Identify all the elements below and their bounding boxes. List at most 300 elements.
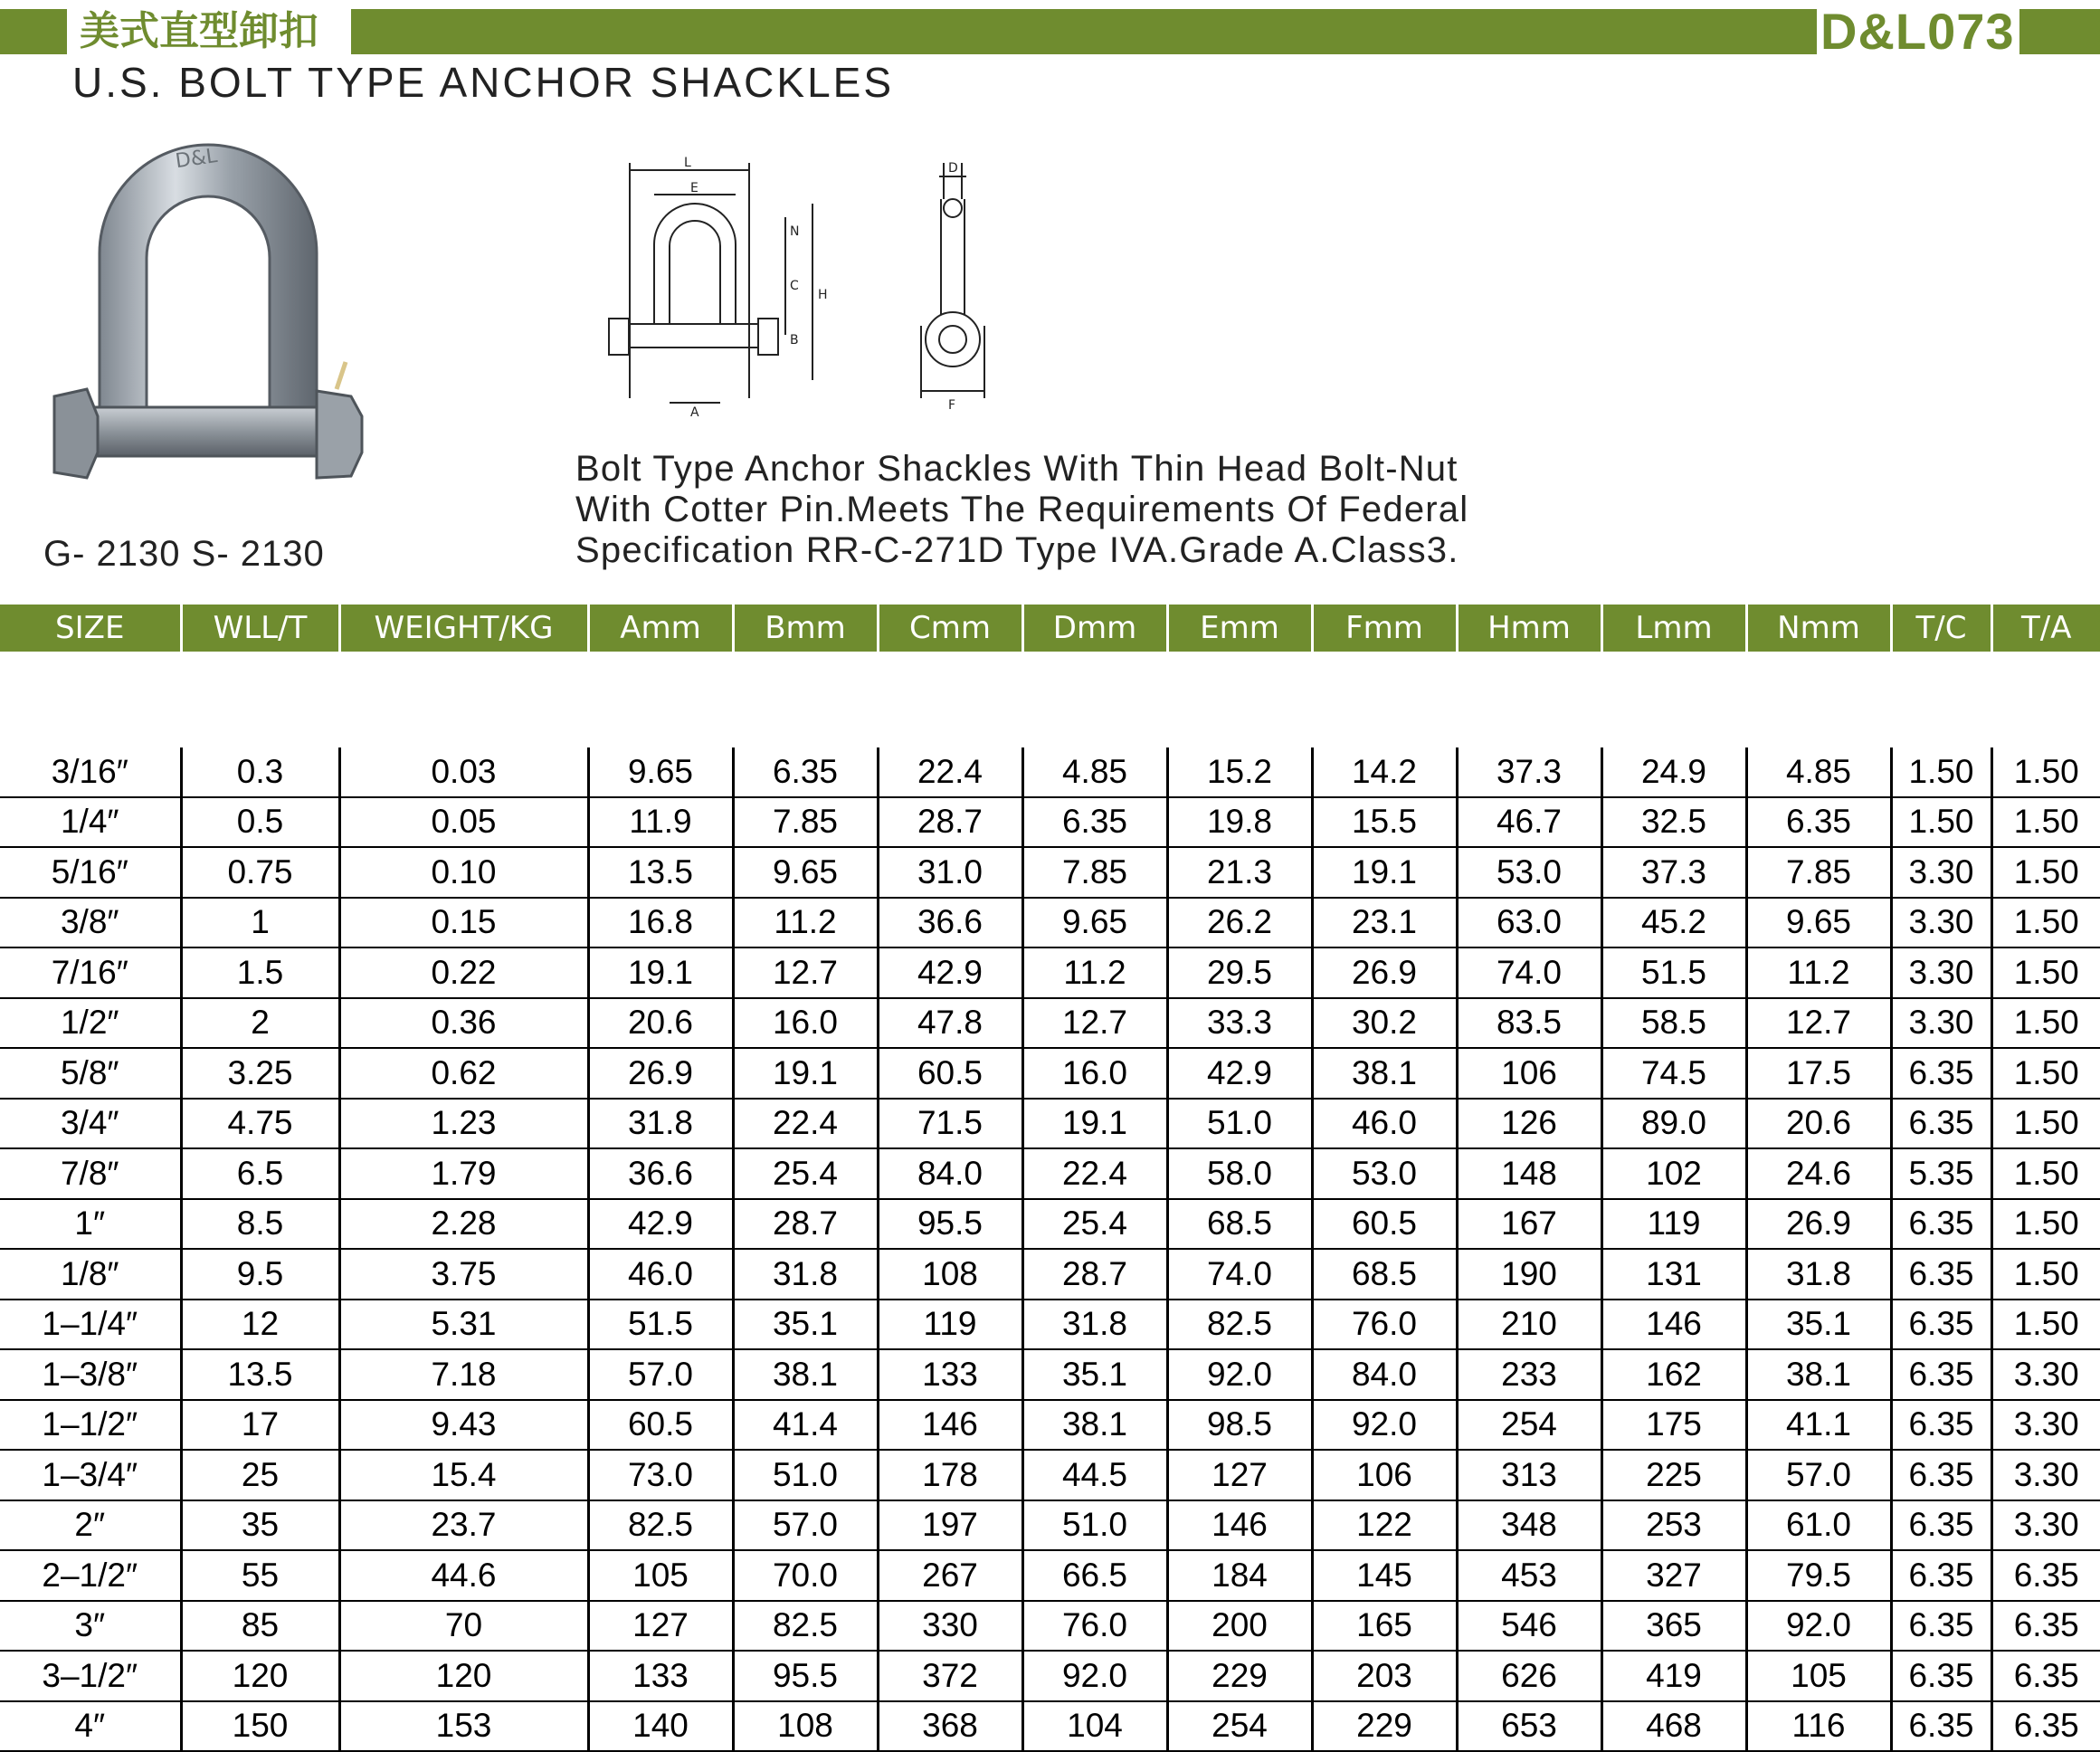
value-cell: 58.5: [1601, 998, 1746, 1049]
description-line: With Cotter Pin.Meets The Requirements Of Federal: [575, 490, 1469, 529]
value-cell: 60.5: [588, 1400, 733, 1451]
value-cell: 116: [1746, 1701, 1891, 1752]
column-header: Lmm: [1601, 605, 1746, 652]
value-cell: 84.0: [878, 1148, 1022, 1199]
value-cell: 15.4: [339, 1450, 588, 1500]
value-cell: 225: [1601, 1450, 1746, 1500]
value-cell: 46.7: [1457, 797, 1601, 848]
value-cell: 57.0: [1746, 1450, 1891, 1500]
value-cell: 92.0: [1312, 1400, 1457, 1451]
value-cell: 29.5: [1167, 947, 1312, 998]
table-header-row: [0, 605, 2100, 652]
value-cell: 0.5: [181, 797, 339, 848]
value-cell: 55: [181, 1550, 339, 1601]
value-cell: 92.0: [1022, 1651, 1167, 1701]
spec-table: [0, 605, 2100, 1752]
value-cell: 36.6: [588, 1148, 733, 1199]
value-cell: 85: [181, 1601, 339, 1652]
table-row: [0, 1349, 2100, 1400]
diagram-label-l: L: [684, 156, 691, 170]
value-cell: 31.8: [1746, 1249, 1891, 1300]
value-cell: 19.1: [733, 1048, 878, 1099]
value-cell: 3.30: [1891, 947, 1991, 998]
value-cell: 51.5: [588, 1300, 733, 1350]
value-cell: 368: [878, 1701, 1022, 1752]
table-row: [0, 1500, 2100, 1551]
value-cell: 184: [1167, 1550, 1312, 1601]
value-cell: 468: [1601, 1701, 1746, 1752]
value-cell: 6.35: [1891, 1601, 1991, 1652]
table-row: [0, 947, 2100, 998]
value-cell: 92.0: [1167, 1349, 1312, 1400]
product-code: D&L073: [1820, 3, 2015, 60]
shackle-photo: [45, 118, 371, 516]
value-cell: 21.3: [1167, 847, 1312, 898]
value-cell: 229: [1312, 1701, 1457, 1752]
diagram-label-d: D: [948, 161, 958, 176]
value-cell: 3.30: [1991, 1400, 2100, 1451]
value-cell: 31.8: [1022, 1300, 1167, 1350]
size-cell: 1–3/4″: [0, 1450, 181, 1500]
size-cell: 3/4″: [0, 1099, 181, 1149]
value-cell: 7.85: [1022, 847, 1167, 898]
value-cell: 30.2: [1312, 998, 1457, 1049]
value-cell: 0.22: [339, 947, 588, 998]
value-cell: 210: [1457, 1300, 1601, 1350]
size-cell: 2″: [0, 1500, 181, 1551]
table-row: [0, 1199, 2100, 1250]
size-cell: 3″: [0, 1601, 181, 1652]
value-cell: 68.5: [1312, 1249, 1457, 1300]
value-cell: 105: [1746, 1651, 1891, 1701]
value-cell: 200: [1167, 1601, 1312, 1652]
product-description: [575, 449, 1752, 571]
value-cell: 83.5: [1457, 998, 1601, 1049]
model-number: G- 2130 S- 2130: [43, 534, 325, 574]
table-row: [0, 1601, 2100, 1652]
value-cell: 45.2: [1601, 898, 1746, 948]
value-cell: 11.2: [733, 898, 878, 948]
value-cell: 31.8: [588, 1099, 733, 1149]
size-cell: 1″: [0, 1199, 181, 1250]
value-cell: 60.5: [878, 1048, 1022, 1099]
value-cell: 0.62: [339, 1048, 588, 1099]
value-cell: 37.3: [1601, 847, 1746, 898]
value-cell: 140: [588, 1701, 733, 1752]
spec-table-wrapper: [0, 605, 2100, 1752]
diagram-label-n: N: [790, 224, 800, 239]
value-cell: 17: [181, 1400, 339, 1451]
value-cell: 35: [181, 1500, 339, 1551]
value-cell: 98.5: [1167, 1400, 1312, 1451]
diagram-label-e: E: [690, 181, 698, 195]
value-cell: 3.30: [1991, 1349, 2100, 1400]
value-cell: 6.35: [1891, 1099, 1991, 1149]
value-cell: 58.0: [1167, 1148, 1312, 1199]
value-cell: 63.0: [1457, 898, 1601, 948]
value-cell: 1.50: [1991, 1300, 2100, 1350]
value-cell: 1.23: [339, 1099, 588, 1149]
value-cell: 22.4: [878, 747, 1022, 797]
value-cell: 119: [1601, 1199, 1746, 1250]
value-cell: 167: [1457, 1199, 1601, 1250]
column-header: WEIGHT/KG: [339, 605, 588, 652]
value-cell: 131: [1601, 1249, 1746, 1300]
value-cell: 1.79: [339, 1148, 588, 1199]
table-row: [0, 1148, 2100, 1199]
size-cell: 7/8″: [0, 1148, 181, 1199]
value-cell: 35.1: [1746, 1300, 1891, 1350]
value-cell: 60.5: [1312, 1199, 1457, 1250]
value-cell: 6.35: [1891, 1400, 1991, 1451]
value-cell: 313: [1457, 1450, 1601, 1500]
value-cell: 6.35: [1891, 1550, 1991, 1601]
value-cell: 453: [1457, 1550, 1601, 1601]
value-cell: 89.0: [1601, 1099, 1746, 1149]
table-row: [0, 998, 2100, 1049]
value-cell: 146: [878, 1400, 1022, 1451]
value-cell: 26.9: [1312, 947, 1457, 998]
value-cell: 70.0: [733, 1550, 878, 1601]
value-cell: 53.0: [1312, 1148, 1457, 1199]
value-cell: 12.7: [733, 947, 878, 998]
value-cell: 1.50: [1991, 1249, 2100, 1300]
value-cell: 24.9: [1601, 747, 1746, 797]
description-line: Bolt Type Anchor Shackles With Thin Head Bolt-Nut: [575, 449, 1459, 489]
column-header: Bmm: [733, 605, 878, 652]
value-cell: 74.0: [1457, 947, 1601, 998]
value-cell: 11.9: [588, 797, 733, 848]
value-cell: 148: [1457, 1148, 1601, 1199]
value-cell: 3.30: [1991, 1500, 2100, 1551]
value-cell: 38.1: [1312, 1048, 1457, 1099]
value-cell: 190: [1457, 1249, 1601, 1300]
column-header: SIZE: [0, 605, 181, 652]
value-cell: 1.50: [1891, 747, 1991, 797]
size-cell: 1/8″: [0, 1249, 181, 1300]
value-cell: 327: [1601, 1550, 1746, 1601]
value-cell: 74.5: [1601, 1048, 1746, 1099]
value-cell: 25.4: [733, 1148, 878, 1199]
value-cell: 233: [1457, 1349, 1601, 1400]
value-cell: 1.50: [1991, 1048, 2100, 1099]
english-title: U.S. BOLT TYPE ANCHOR SHACKLES: [72, 59, 895, 106]
value-cell: 76.0: [1022, 1601, 1167, 1652]
value-cell: 17.5: [1746, 1048, 1891, 1099]
value-cell: 175: [1601, 1400, 1746, 1451]
value-cell: 127: [1167, 1450, 1312, 1500]
value-cell: 105: [588, 1550, 733, 1601]
value-cell: 31.8: [733, 1249, 878, 1300]
size-cell: 1–1/4″: [0, 1300, 181, 1350]
value-cell: 126: [1457, 1099, 1601, 1149]
value-cell: 37.3: [1457, 747, 1601, 797]
value-cell: 626: [1457, 1651, 1601, 1701]
size-cell: 3/16″: [0, 747, 181, 797]
table-row: [0, 847, 2100, 898]
value-cell: 68.5: [1167, 1199, 1312, 1250]
value-cell: 9.65: [733, 847, 878, 898]
value-cell: 57.0: [733, 1500, 878, 1551]
value-cell: 1.50: [1991, 898, 2100, 948]
value-cell: 106: [1457, 1048, 1601, 1099]
size-cell: 5/8″: [0, 1048, 181, 1099]
table-row: [0, 1701, 2100, 1752]
value-cell: 653: [1457, 1701, 1601, 1752]
value-cell: 33.3: [1167, 998, 1312, 1049]
diagram-label-a: A: [690, 405, 699, 420]
value-cell: 127: [588, 1601, 733, 1652]
value-cell: 6.35: [1891, 1500, 1991, 1551]
value-cell: 0.3: [181, 747, 339, 797]
value-cell: 6.35: [1991, 1701, 2100, 1752]
value-cell: 41.1: [1746, 1400, 1891, 1451]
value-cell: 4.85: [1746, 747, 1891, 797]
size-cell: 1–3/8″: [0, 1349, 181, 1400]
value-cell: 13.5: [588, 847, 733, 898]
value-cell: 42.9: [588, 1199, 733, 1250]
value-cell: 36.6: [878, 898, 1022, 948]
value-cell: 26.9: [588, 1048, 733, 1099]
size-cell: 7/16″: [0, 947, 181, 998]
value-cell: 28.7: [878, 797, 1022, 848]
column-header: Hmm: [1457, 605, 1601, 652]
value-cell: 108: [878, 1249, 1022, 1300]
value-cell: 6.5: [181, 1148, 339, 1199]
value-cell: 1.50: [1991, 1148, 2100, 1199]
value-cell: 5.35: [1891, 1148, 1991, 1199]
value-cell: 38.1: [1746, 1349, 1891, 1400]
table-row: [0, 1099, 2100, 1149]
value-cell: 9.65: [588, 747, 733, 797]
size-cell: 1–1/2″: [0, 1400, 181, 1451]
value-cell: 44.6: [339, 1550, 588, 1601]
value-cell: 51.0: [1167, 1099, 1312, 1149]
value-cell: 104: [1022, 1701, 1167, 1752]
value-cell: 11.2: [1022, 947, 1167, 998]
size-cell: 5/16″: [0, 847, 181, 898]
size-cell: 3/8″: [0, 898, 181, 948]
value-cell: 253: [1601, 1500, 1746, 1551]
value-cell: 3.25: [181, 1048, 339, 1099]
value-cell: 419: [1601, 1651, 1746, 1701]
header-bar-left: [0, 9, 67, 54]
value-cell: 1.50: [1991, 797, 2100, 848]
value-cell: 95.5: [878, 1199, 1022, 1250]
value-cell: 16.8: [588, 898, 733, 948]
value-cell: 6.35: [1891, 1199, 1991, 1250]
value-cell: 1.50: [1991, 747, 2100, 797]
value-cell: 3.75: [339, 1249, 588, 1300]
column-header: Amm: [588, 605, 733, 652]
value-cell: 6.35: [1891, 1048, 1991, 1099]
value-cell: 82.5: [588, 1500, 733, 1551]
table-row: [0, 1450, 2100, 1500]
value-cell: 57.0: [588, 1349, 733, 1400]
value-cell: 6.35: [1891, 1651, 1991, 1701]
table-row: [0, 1550, 2100, 1601]
value-cell: 15.5: [1312, 797, 1457, 848]
value-cell: 82.5: [733, 1601, 878, 1652]
value-cell: 24.6: [1746, 1148, 1891, 1199]
table-row: [0, 1048, 2100, 1099]
value-cell: 0.15: [339, 898, 588, 948]
value-cell: 365: [1601, 1601, 1746, 1652]
value-cell: 19.1: [588, 947, 733, 998]
value-cell: 2.28: [339, 1199, 588, 1250]
table-spacer-row: [0, 652, 2100, 747]
value-cell: 15.2: [1167, 747, 1312, 797]
value-cell: 108: [733, 1701, 878, 1752]
diagram-label-b: B: [790, 333, 799, 348]
value-cell: 6.35: [1891, 1349, 1991, 1400]
value-cell: 12.7: [1022, 998, 1167, 1049]
value-cell: 82.5: [1167, 1300, 1312, 1350]
description-line: Specification RR-C-271D Type IVA.Grade A.Class3.: [575, 530, 1459, 570]
value-cell: 46.0: [588, 1249, 733, 1300]
value-cell: 23.7: [339, 1500, 588, 1551]
value-cell: 0.05: [339, 797, 588, 848]
dimension-diagram: [604, 145, 1030, 434]
value-cell: 46.0: [1312, 1099, 1457, 1149]
value-cell: 145: [1312, 1550, 1457, 1601]
value-cell: 38.1: [1022, 1400, 1167, 1451]
value-cell: 6.35: [1022, 797, 1167, 848]
value-cell: 1.5: [181, 947, 339, 998]
value-cell: 22.4: [1022, 1148, 1167, 1199]
value-cell: 3.30: [1891, 998, 1991, 1049]
column-header: Fmm: [1312, 605, 1457, 652]
value-cell: 92.0: [1746, 1601, 1891, 1652]
column-header: Nmm: [1746, 605, 1891, 652]
value-cell: 330: [878, 1601, 1022, 1652]
value-cell: 153: [339, 1701, 588, 1752]
value-cell: 23.1: [1312, 898, 1457, 948]
value-cell: 13.5: [181, 1349, 339, 1400]
value-cell: 28.7: [1022, 1249, 1167, 1300]
value-cell: 6.35: [1891, 1300, 1991, 1350]
value-cell: 41.4: [733, 1400, 878, 1451]
value-cell: 71.5: [878, 1099, 1022, 1149]
value-cell: 0.03: [339, 747, 588, 797]
value-cell: 44.5: [1022, 1450, 1167, 1500]
value-cell: 61.0: [1746, 1500, 1891, 1551]
value-cell: 267: [878, 1550, 1022, 1601]
diagram-label-f: F: [948, 398, 956, 413]
size-cell: 4″: [0, 1701, 181, 1752]
header-bar-middle: [351, 9, 1817, 54]
value-cell: 8.5: [181, 1199, 339, 1250]
value-cell: 0.75: [181, 847, 339, 898]
value-cell: 25.4: [1022, 1199, 1167, 1250]
value-cell: 229: [1167, 1651, 1312, 1701]
value-cell: 146: [1601, 1300, 1746, 1350]
value-cell: 150: [181, 1701, 339, 1752]
value-cell: 51.0: [733, 1450, 878, 1500]
value-cell: 119: [878, 1300, 1022, 1350]
table-row: [0, 747, 2100, 797]
column-header: Emm: [1167, 605, 1312, 652]
value-cell: 11.2: [1746, 947, 1891, 998]
value-cell: 1.50: [1991, 947, 2100, 998]
value-cell: 120: [339, 1651, 588, 1701]
size-cell: 1/4″: [0, 797, 181, 848]
value-cell: 20.6: [1746, 1099, 1891, 1149]
value-cell: 73.0: [588, 1450, 733, 1500]
chinese-title: 美式直型卸扣: [80, 8, 318, 54]
value-cell: 26.2: [1167, 898, 1312, 948]
value-cell: 9.65: [1746, 898, 1891, 948]
size-cell: 2–1/2″: [0, 1550, 181, 1601]
value-cell: 14.2: [1312, 747, 1457, 797]
value-cell: 4.75: [181, 1099, 339, 1149]
value-cell: 120: [181, 1651, 339, 1701]
value-cell: 6.35: [1991, 1601, 2100, 1652]
value-cell: 22.4: [733, 1099, 878, 1149]
value-cell: 35.1: [733, 1300, 878, 1350]
value-cell: 2: [181, 998, 339, 1049]
value-cell: 9.43: [339, 1400, 588, 1451]
value-cell: 146: [1167, 1500, 1312, 1551]
value-cell: 197: [878, 1500, 1022, 1551]
column-header: T/C: [1891, 605, 1991, 652]
value-cell: 19.8: [1167, 797, 1312, 848]
value-cell: 38.1: [733, 1349, 878, 1400]
column-header: Cmm: [878, 605, 1022, 652]
diagram-label-h: H: [818, 288, 828, 302]
value-cell: 165: [1312, 1601, 1457, 1652]
value-cell: 133: [588, 1651, 733, 1701]
value-cell: 106: [1312, 1450, 1457, 1500]
value-cell: 7.18: [339, 1349, 588, 1400]
value-cell: 42.9: [878, 947, 1022, 998]
value-cell: 254: [1457, 1400, 1601, 1451]
value-cell: 19.1: [1312, 847, 1457, 898]
value-cell: 51.5: [1601, 947, 1746, 998]
value-cell: 203: [1312, 1651, 1457, 1701]
size-cell: 1/2″: [0, 998, 181, 1049]
value-cell: 3.30: [1891, 898, 1991, 948]
value-cell: 66.5: [1022, 1550, 1167, 1601]
diagram-label-c: C: [790, 279, 799, 293]
value-cell: 9.65: [1022, 898, 1167, 948]
value-cell: 546: [1457, 1601, 1601, 1652]
value-cell: 6.35: [1891, 1701, 1991, 1752]
value-cell: 348: [1457, 1500, 1601, 1551]
value-cell: 95.5: [733, 1651, 878, 1701]
value-cell: 102: [1601, 1148, 1746, 1199]
value-cell: 25: [181, 1450, 339, 1500]
value-cell: 372: [878, 1651, 1022, 1701]
value-cell: 70: [339, 1601, 588, 1652]
value-cell: 6.35: [1891, 1450, 1991, 1500]
photo-stamp-text: D&L: [174, 144, 219, 174]
value-cell: 47.8: [878, 998, 1022, 1049]
value-cell: 20.6: [588, 998, 733, 1049]
value-cell: 31.0: [878, 847, 1022, 898]
value-cell: 0.10: [339, 847, 588, 898]
value-cell: 1.50: [1991, 1199, 2100, 1250]
value-cell: 42.9: [1167, 1048, 1312, 1099]
value-cell: 53.0: [1457, 847, 1601, 898]
value-cell: 3.30: [1891, 847, 1991, 898]
column-header: T/A: [1991, 605, 2100, 652]
value-cell: 1.50: [1891, 797, 1991, 848]
table-row: [0, 898, 2100, 948]
value-cell: 0.36: [339, 998, 588, 1049]
value-cell: 16.0: [1022, 1048, 1167, 1099]
value-cell: 32.5: [1601, 797, 1746, 848]
